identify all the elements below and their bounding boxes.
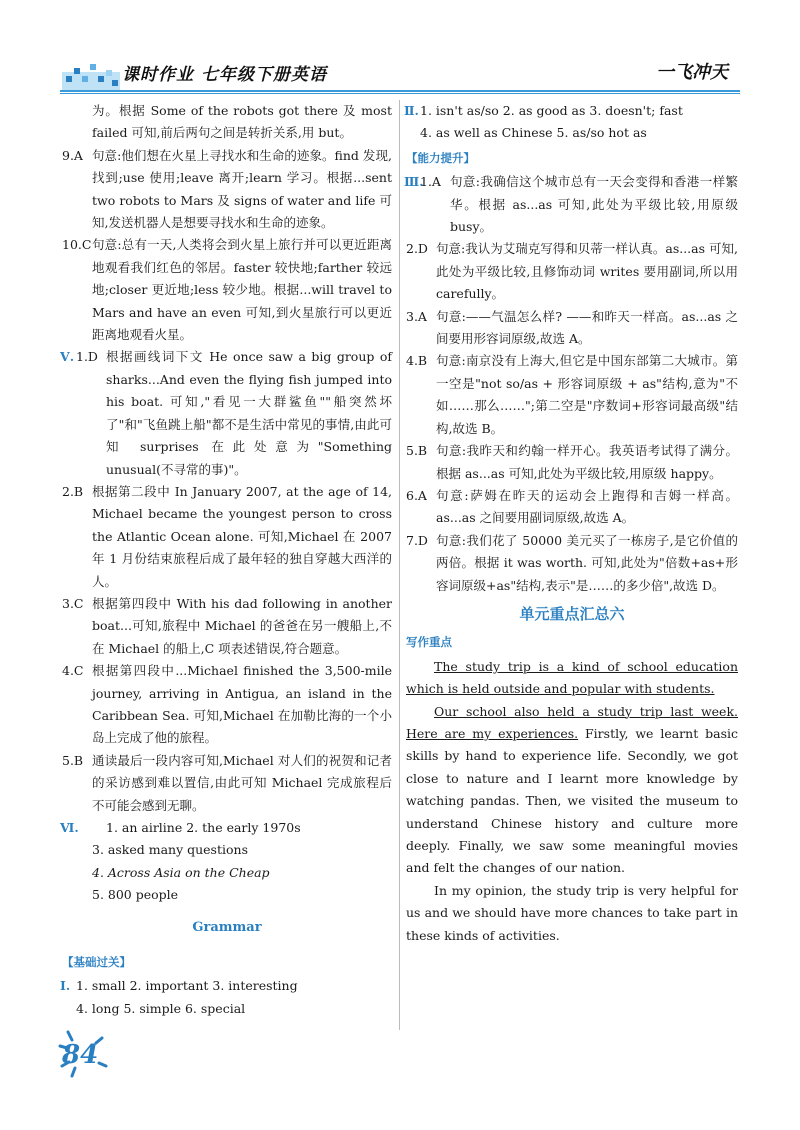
essay-paragraph — [406, 701, 738, 880]
answer-number: 2.B — [62, 483, 84, 499]
answer-number: 5.B — [62, 752, 84, 768]
answer-number: 6.A — [406, 487, 427, 503]
header-rule — [60, 90, 740, 92]
answer-number: 4.B — [406, 353, 428, 369]
answer-text: 句意:——气温怎么样? ——和昨天一样高。as...as 之间要用形容词原级,故选 A。 — [436, 308, 738, 347]
answer-text: 句意:萨姆在昨天的运动会上跑得和吉姆一样高。as...as 之间要用副词原级,故选 A。 — [436, 487, 738, 526]
answer-line: 3. asked many questions — [92, 842, 248, 858]
section-roman: Ⅴ. — [60, 349, 75, 365]
answer-number: 10.C — [62, 237, 92, 253]
grammar-heading: Grammar — [192, 919, 262, 935]
answer-line: 5. 800 people — [92, 887, 179, 903]
essay — [406, 656, 738, 947]
answer-item — [62, 750, 392, 817]
answer-item — [62, 234, 392, 346]
column-divider — [399, 100, 400, 1030]
section-roman: Ⅲ. — [404, 174, 424, 190]
answer-line: 4. as well as Chinese 5. as/so hot as — [420, 125, 647, 141]
section-roman: Ⅰ. — [60, 978, 71, 994]
answer-text: 句意:总有一天,人类将会到火星上旅行并可以更近距离地观看我们红色的邻居。faster 较快地;farther 较远地;closer 更近地;less 较少地。根据...will travel to Mars and have an even 可知,到火星旅行可以更近距离地观看火星。 — [92, 237, 392, 343]
essay-underlined: Our school also held a study trip last week. Here are my experiences. — [406, 703, 738, 741]
page-number: 84 — [62, 1040, 99, 1070]
answer-item — [406, 238, 738, 305]
answer-text: 句意:南京没有上海大,但它是中国东部第二大城市。第一空是"not so/as + 形容词原级 + as"结构,意为"不如……那么……";第二空是"序数词+形容词最高级"结构,故选 B。 — [436, 353, 738, 436]
text-paragraph: 为。根据 Some of the robots got there 及 most failed 可知,前后两句之间是转折关系,用 but。 — [92, 103, 392, 141]
answer-item — [62, 817, 392, 839]
answer-text: 根据画线词下文 He once saw a big group of sharks...And even the flying fish jumped into his boat. 可知,"看见一大群鲨鱼""船突然坏了"和"飞鱼跳上船"都不是生活中常见的事情,由此可知 surprises 在此处意为"Something unusual(不寻常的事)"。 — [106, 349, 392, 477]
answer-item — [62, 975, 392, 997]
page-header — [0, 0, 800, 96]
answer-item — [62, 145, 392, 235]
section-roman: Ⅱ. — [404, 103, 419, 118]
ability-tag: 【能力提升】 — [406, 150, 475, 165]
answer-item — [406, 350, 738, 440]
answer-number: 1.D — [76, 349, 98, 365]
answer-item — [406, 485, 738, 530]
answer-number: 7.D — [406, 532, 428, 548]
answer-item — [62, 346, 392, 480]
answer-text: 根据第四段中...Michael finished the 3,500-mile journey, arriving in Antigua, an island in the Caribbean Sea. 可知,Michael 在加勒比海的一个小岛上完成了他的旅程。 — [92, 663, 392, 746]
answer-item — [406, 100, 738, 122]
answer-text: 根据第二段中 In January 2007, at the age of 14, Michael became the youngest person to cross the Atlantic Ocean alone. 可知,Michael 在 2007 年 1 月份结束旅程后成了最年轻的独自穿越大西洋的人。 — [92, 483, 392, 589]
answer-text: 根据第四段中 With his dad following in another boat...可知,旅程中 Michael 的爸爸在另一艘船上,不在 Michael 的船上,C 项表述错误,符合题意。 — [92, 595, 392, 656]
answer-item — [406, 306, 738, 351]
answer-item — [62, 593, 392, 660]
essay-text: Firstly, we learnt basic skills by hand to experience life. Secondly, we got close to nature and I learnt more knowledge by watching pandas. Then, we visited the museum to understand Chinese history and culture more deeply. Finally, we saw some meaningful movies and felt the changes of our nation. — [406, 725, 738, 876]
unit-summary-heading: 单元重点汇总六 — [519, 604, 625, 623]
basic-tag: 【基础过关】 — [62, 955, 131, 970]
section-roman: Ⅵ. — [60, 820, 79, 835]
right-column — [406, 100, 738, 947]
answer-text: 通读最后一段内容可知,Michael 对人们的祝贺和记者的采访感到难以置信,由此可知 Michael 完成旅程后不可能会感到无聊。 — [92, 752, 392, 813]
answer-text: 句意:我确信这个城市总有一天会变得和香港一样繁华。根据 as...as 可知,此处为平级比较,用原级 busy。 — [450, 174, 738, 235]
left-column — [62, 100, 392, 1020]
answer-number: 3.C — [62, 595, 84, 611]
answer-line: 4. long 5. simple 6. special — [76, 1000, 246, 1016]
answer-text: 1. isn't as/so 2. as good as 3. doesn't; fast — [420, 103, 683, 118]
answer-number: 9.A — [62, 147, 83, 163]
answer-number: 4.C — [62, 663, 84, 679]
answer-text: 句意:我们花了 50000 美元买了一栋房子,是它价值的两倍。根据 it was worth. 可知,此处为"倍数+as+形容词原级+as"结构,表示"是……的多少倍",故选 D。 — [436, 532, 738, 593]
logo-squares-icon — [62, 58, 120, 90]
answer-item — [406, 440, 738, 485]
answer-number: 2.D — [406, 241, 428, 257]
answer-text: 句意:他们想在火星上寻找水和生命的迹象。find 发现,找到;use 使用;leave 离开;learn 学习。根据...sent two robots to Mars 及 signs of water and life 可知,发送机器人是想要寻找水和生命的迹象。 — [92, 147, 392, 231]
answer-text: 句意:我认为艾瑞克写得和贝蒂一样认真。as...as 可知,此处为平级比较,且修饰动词 writes 要用副词,所以用 carefully。 — [436, 241, 738, 302]
answer-item — [62, 481, 392, 593]
answer-item — [62, 660, 392, 750]
brand-label: 一飞冲天 — [656, 62, 728, 83]
answer-text: 句意:我昨天和约翰一样开心。我英语考试得了满分。根据 as...as 可知,此处为平级比较,用原级 happy。 — [436, 443, 738, 481]
header-title: 课时作业 七年级下册英语 — [122, 65, 327, 85]
writing-tag: 写作重点 — [406, 635, 452, 650]
essay-paragraph: The study trip is a kind of school education which is held outside and popular with students. — [406, 658, 738, 697]
answer-text: 1. an airline 2. the early 1970s — [106, 820, 301, 835]
answer-line: 4. Across Asia on the Cheap — [92, 864, 270, 880]
answer-item — [406, 530, 738, 597]
answer-text: 1. small 2. important 3. interesting — [76, 978, 298, 994]
header-rule-thin — [60, 93, 740, 94]
answer-number: 3.A — [406, 308, 427, 324]
answer-number: 5.B — [406, 443, 428, 459]
answer-number: 1.A — [420, 174, 441, 190]
essay-paragraph: In my opinion, the study trip is very helpful for us and we should have more chances to take part in these kinds of activities. — [406, 882, 738, 943]
answer-item — [406, 171, 738, 238]
